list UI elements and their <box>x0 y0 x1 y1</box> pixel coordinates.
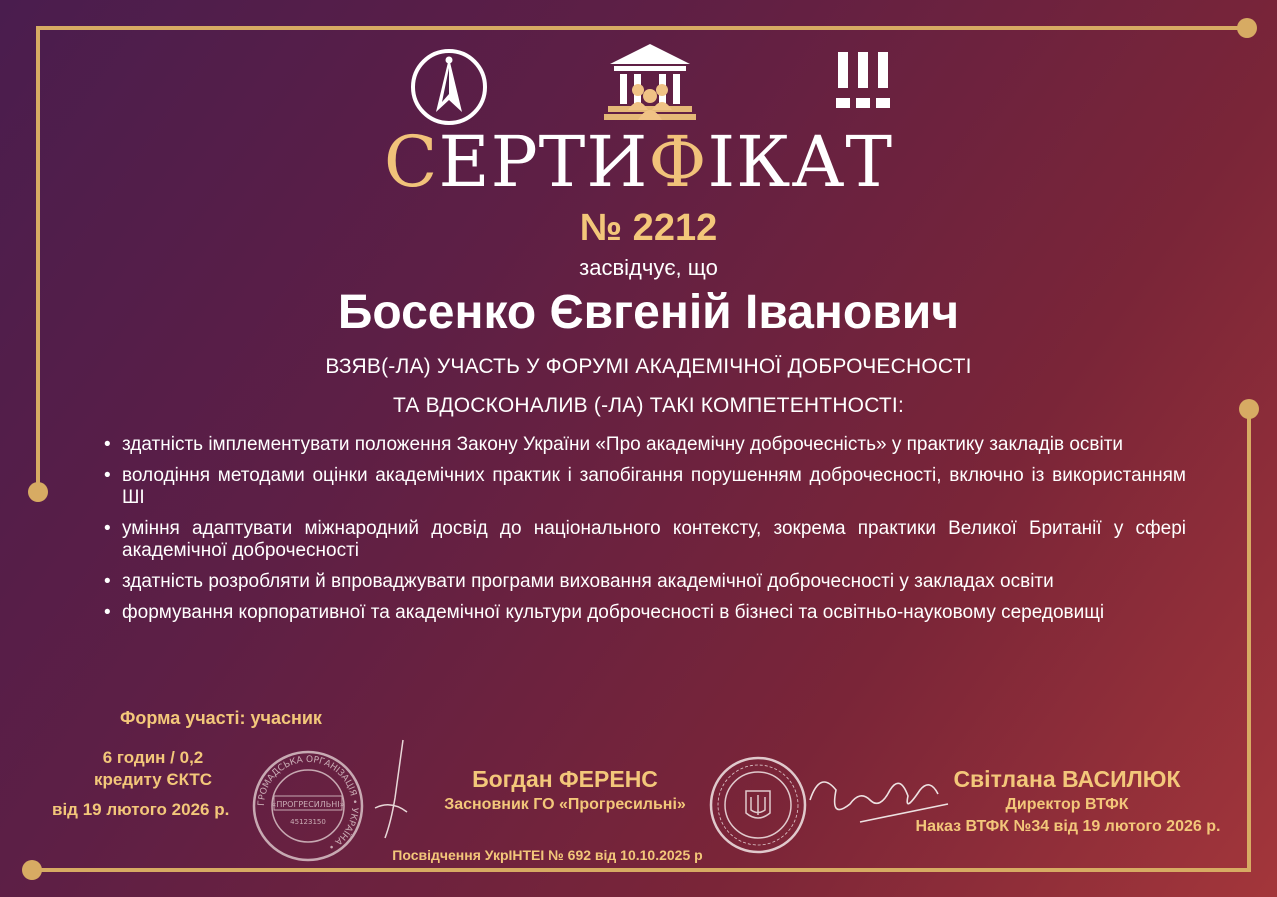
stamp-center-text: «ПРОГРЕСИЛЬНІ» <box>271 800 345 809</box>
signer-1-name: Богдан ФЕРЕНС <box>472 766 658 792</box>
signer-1-role: Засновник ГО «Прогресильні» <box>444 796 686 813</box>
exclamation-logo-icon <box>834 50 892 116</box>
intro-line-2: ТА ВДОСКОНАЛИВ (-ЛА) ТАКІ КОМПЕТЕНТНОСТІ: <box>393 394 904 417</box>
hours-line-2: кредиту ЄКТС <box>93 770 213 789</box>
list-item: • здатність імплементувати положення Закону України «Про академічну доброчесність» у практику закладів освіти <box>104 434 1186 456</box>
certifies-text: засвідчує, що <box>579 255 718 280</box>
stamp-code-text: 45123150 <box>290 818 326 826</box>
signer-2-order: Наказ ВТФК №34 від 19 лютого 2026 р. <box>915 818 1221 835</box>
signer-2-role: Директор ВТФК <box>1005 796 1129 813</box>
recipient-name: Босенко Євгеній Іванович <box>337 286 960 339</box>
stamp-ring-text: ГРОМАДСЬКА ОРГАНІЗАЦІЯ • УКРАЇНА • <box>256 754 360 852</box>
intro-line-1: ВЗЯВ(-ЛА) УЧАСТЬ У ФОРУМІ АКАДЕМІЧНОЇ ДОБРОЧЕСНОСТІ <box>325 355 972 378</box>
signature-1-icon <box>355 738 425 848</box>
credits-info <box>88 747 218 791</box>
issue-date: від 19 лютого 2026 р. <box>52 800 230 819</box>
certificate-title: СЕРТИФІКАТ <box>383 121 894 203</box>
certificate-number: № 2212 <box>579 207 718 249</box>
list-item: • уміння адаптувати міжнародний досвід до національного контексту, зокрема практики Великої Британії у сфері академічної доброчесності <box>104 518 1186 562</box>
organization-logo-icon <box>408 46 490 128</box>
organization-stamp-icon <box>250 748 366 864</box>
academy-building-icon <box>602 40 698 126</box>
list-item: • формування корпоративної та академічної культури доброчесності в бізнесі та освітньо-науковому середовищі <box>104 602 1186 624</box>
college-stamp-icon <box>708 755 808 855</box>
competencies-list <box>104 434 1186 633</box>
registration-info: Посвідчення УкрІНТЕІ № 692 від 10.10.2025 р <box>392 847 703 863</box>
participation-form: Форма участі: учасник <box>120 708 322 728</box>
list-item: • здатність розробляти й впроваджувати програми виховання академічної доброчесності у закладах освіти <box>104 571 1186 593</box>
hours-line-1: 6 годин / 0,2 <box>102 748 204 767</box>
signer-2-name: Світлана ВАСИЛЮК <box>953 766 1181 792</box>
list-item: • володіння методами оцінки академічних практик і запобігання порушенням доброчесності, включно із використанням ШІ <box>104 465 1186 509</box>
